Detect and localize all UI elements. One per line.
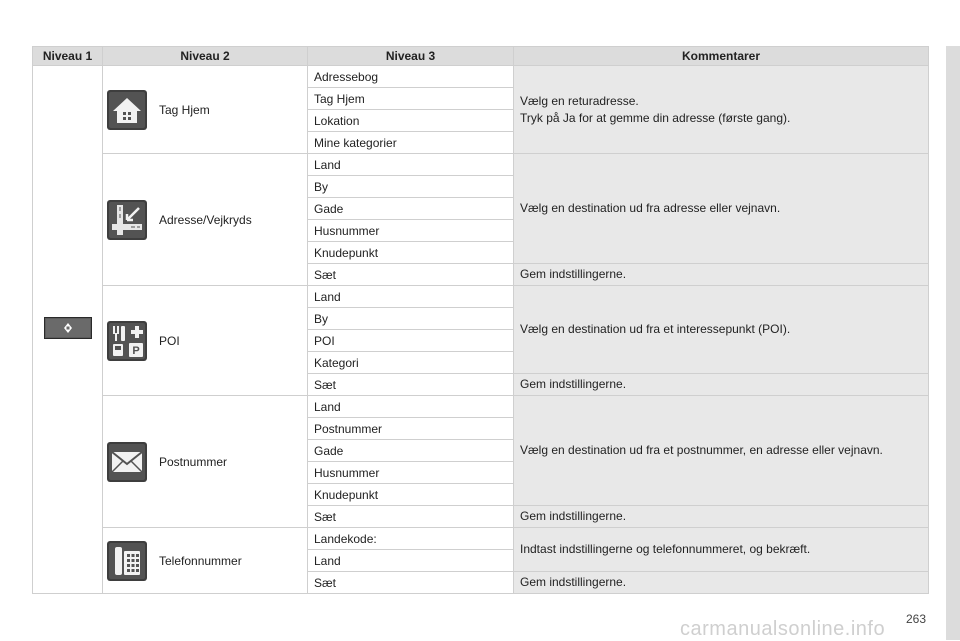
- table-row: [33, 66, 929, 88]
- level3-item[interactable]: Landekode:: [308, 528, 514, 550]
- level2-cell-tag-hjem: [103, 66, 308, 154]
- envelope-icon[interactable]: [107, 442, 147, 482]
- watermark: carmanualsonline.info: [680, 618, 886, 640]
- level2-label: Adresse/Vejkryds: [159, 212, 252, 227]
- comment-cell: Gem indstillingerne.: [514, 264, 929, 286]
- comment-cell: [514, 66, 929, 154]
- table-row: [33, 528, 929, 550]
- header-level1: Niveau 1: [33, 47, 103, 66]
- comment-cell: Gem indstillingerne.: [514, 374, 929, 396]
- comment-cell: Vælg en destination ud fra et interessepunkt (POI).: [514, 286, 929, 374]
- level2-cell-postnummer: [103, 396, 308, 528]
- right-scroll-strip: [946, 46, 960, 640]
- level3-set[interactable]: Sæt: [308, 374, 514, 396]
- table-row: [33, 154, 929, 176]
- level3-item[interactable]: By: [308, 308, 514, 330]
- poi-icon[interactable]: [107, 321, 147, 361]
- comment-cell: Vælg en destination ud fra et postnummer, en adresse eller vejnavn.: [514, 396, 929, 506]
- level3-item[interactable]: Husnummer: [308, 462, 514, 484]
- level3-item[interactable]: Land: [308, 396, 514, 418]
- navigation-menu-table: [32, 46, 929, 594]
- home-icon[interactable]: [107, 90, 147, 130]
- level2-label: Tag Hjem: [159, 102, 210, 117]
- level3-item[interactable]: Gade: [308, 198, 514, 220]
- level2-cell-telefon: [103, 528, 308, 594]
- level2-cell-poi: [103, 286, 308, 396]
- phone-icon[interactable]: [107, 541, 147, 581]
- table-row: [33, 396, 929, 418]
- level1-cell: [33, 66, 103, 594]
- level3-item[interactable]: Lokation: [308, 110, 514, 132]
- level3-item[interactable]: Mine kategorier: [308, 132, 514, 154]
- table-row: [33, 286, 929, 308]
- level2-label: Postnummer: [159, 454, 228, 469]
- header-row: [33, 47, 929, 66]
- level3-set[interactable]: Sæt: [308, 264, 514, 286]
- header-level3: Niveau 3: [308, 47, 514, 66]
- svg-text:P: P: [132, 344, 140, 357]
- comment-cell: Gem indstillingerne.: [514, 572, 929, 594]
- level3-item[interactable]: Land: [308, 550, 514, 572]
- level3-item[interactable]: Knudepunkt: [308, 484, 514, 506]
- level3-set[interactable]: Sæt: [308, 572, 514, 594]
- comment-cell: Gem indstillingerne.: [514, 506, 929, 528]
- level3-item[interactable]: POI: [308, 330, 514, 352]
- level3-item[interactable]: Knudepunkt: [308, 242, 514, 264]
- navigation-menu-icon[interactable]: [44, 328, 92, 342]
- level2-cell-adresse: [103, 154, 308, 286]
- address-crossroad-icon[interactable]: [107, 200, 147, 240]
- level3-item[interactable]: Kategori: [308, 352, 514, 374]
- level3-set[interactable]: Sæt: [308, 506, 514, 528]
- level3-item[interactable]: Husnummer: [308, 220, 514, 242]
- level3-item[interactable]: By: [308, 176, 514, 198]
- level3-item[interactable]: Gade: [308, 440, 514, 462]
- comment-line: Vælg en returadresse.: [520, 93, 639, 108]
- header-comments: Kommentarer: [514, 47, 929, 66]
- level3-item[interactable]: Land: [308, 286, 514, 308]
- comment-cell: Vælg en destination ud fra adresse eller vejnavn.: [514, 154, 929, 264]
- level3-item[interactable]: Postnummer: [308, 418, 514, 440]
- header-level2: Niveau 2: [103, 47, 308, 66]
- level3-item[interactable]: Tag Hjem: [308, 88, 514, 110]
- level2-label: Telefonnummer: [159, 553, 242, 568]
- level2-label: POI: [159, 333, 180, 348]
- level3-item[interactable]: Land: [308, 154, 514, 176]
- level3-item[interactable]: Adressebog: [308, 66, 514, 88]
- page-number: 263: [906, 612, 927, 626]
- comment-line: Tryk på Ja for at gemme din adresse (første gang).: [520, 110, 791, 125]
- comment-cell: Indtast indstillingerne og telefonnummeret, og bekræft.: [514, 528, 929, 572]
